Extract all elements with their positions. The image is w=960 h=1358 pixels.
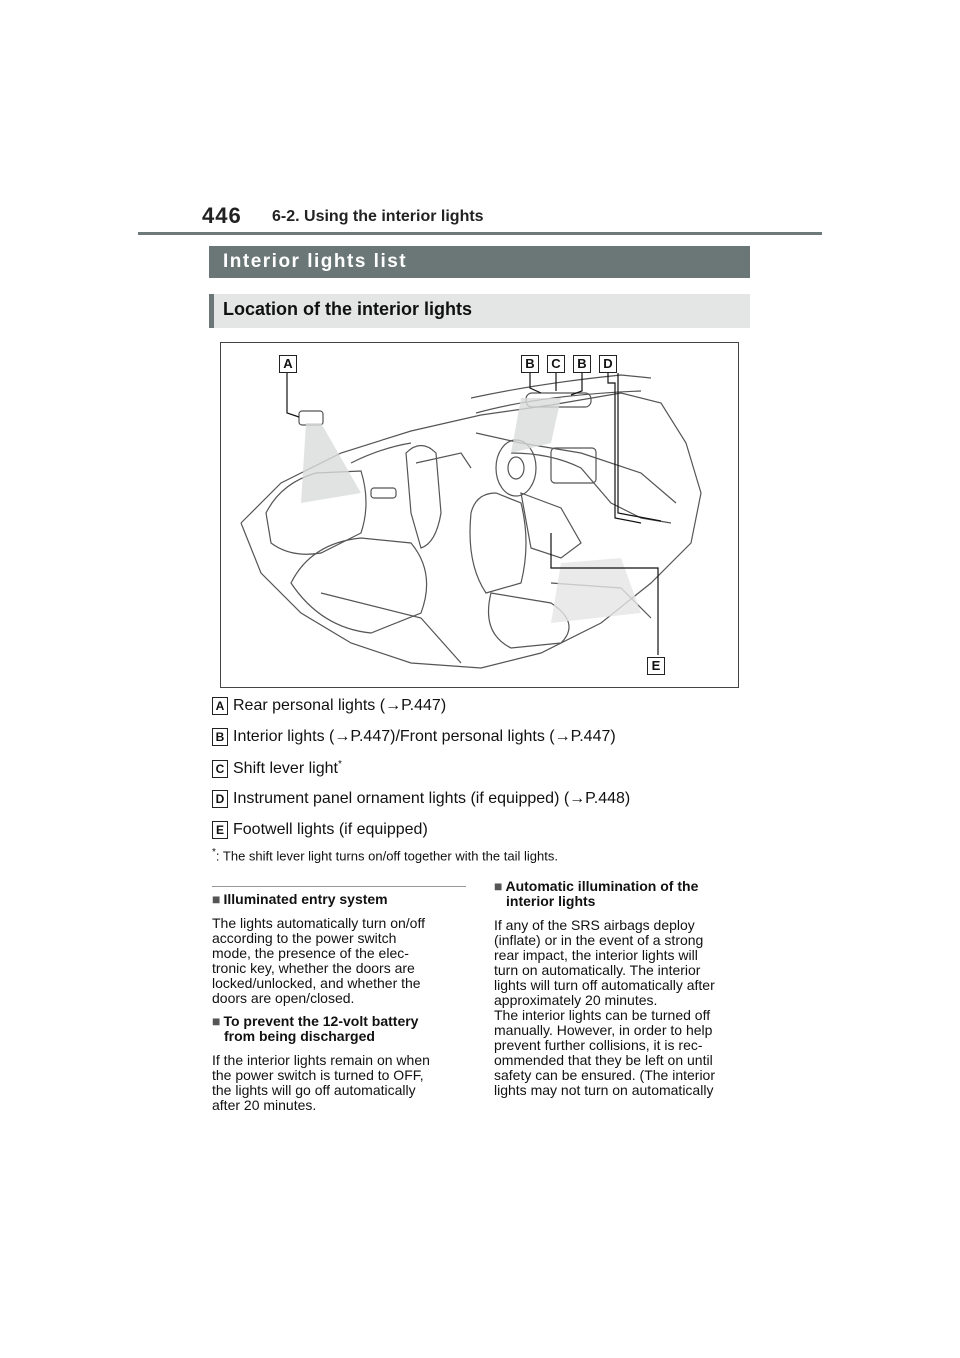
illuminated-entry-title: Illuminated entry system	[223, 891, 388, 907]
right-column	[494, 879, 754, 1098]
callout-c: C	[547, 355, 565, 373]
text-line: The lights automatically turn on/off	[212, 915, 425, 931]
text-line: according to the power switch	[212, 930, 397, 946]
illuminated-entry-text	[212, 916, 472, 1006]
legend-row-d	[212, 790, 630, 812]
text-line: doors are open/closed.	[212, 990, 355, 1006]
text-line: rear impact, the interior lights will	[494, 947, 698, 963]
legend-row-a	[212, 697, 446, 719]
legend-text-d: Instrument panel ornament lights (if equipped) (→P.448)	[233, 790, 631, 807]
callout-b: B	[521, 355, 539, 373]
text-line: mode, the presence of the elec-	[212, 945, 409, 961]
text-line: ommended that they be left on until	[494, 1052, 713, 1068]
auto-illumination-title-line-2: interior lights	[506, 893, 596, 909]
legend-key-c: C	[212, 760, 228, 778]
callout-e: E	[647, 657, 665, 675]
text-line: (inflate) or in the event of a strong	[494, 932, 704, 948]
interior-illustration	[220, 342, 739, 688]
legend-key-d: D	[212, 790, 228, 808]
text-line: manually. However, in order to help	[494, 1022, 713, 1038]
square-bullet-icon: ■	[212, 1013, 221, 1029]
page-number: 446	[202, 203, 242, 228]
battery-title-line-2: from being discharged	[224, 1028, 375, 1044]
illuminated-entry-heading	[212, 892, 472, 907]
square-bullet-icon: ■	[212, 891, 221, 907]
legend-row-e	[212, 821, 428, 843]
title-band	[209, 246, 750, 278]
legend-text-b: Interior lights (→P.447)/Front personal lights (→P.447)	[233, 728, 616, 745]
legend-text-e: Footwell lights (if equipped)	[233, 821, 428, 838]
battery-title-line-1: To prevent the 12-volt battery	[223, 1013, 419, 1029]
column-rule	[212, 886, 466, 887]
auto-illumination-text	[494, 918, 754, 1098]
auto-illumination-title-line-1: Automatic illumination of the	[505, 878, 699, 894]
callout-d: D	[599, 355, 617, 373]
section-heading: 6-2. Using the interior lights	[272, 208, 484, 225]
legend-key-b: B	[212, 728, 228, 746]
text-line: after 20 minutes.	[212, 1097, 317, 1113]
page-title: Interior lights list	[223, 251, 408, 272]
text-line: locked/unlocked, and whether the	[212, 975, 421, 991]
text-line: lights will turn off automatically after	[494, 977, 715, 993]
square-bullet-icon: ■	[494, 878, 503, 894]
callout-b-2: B	[573, 355, 591, 373]
car-interior-drawing	[221, 343, 738, 687]
text-line: If the interior lights remain on when	[212, 1052, 430, 1068]
legend-text-a: Rear personal lights (→P.447)	[233, 697, 447, 714]
text-line: the lights will go off automatically	[212, 1082, 416, 1098]
text-line: approximately 20 minutes.	[494, 992, 658, 1008]
text-line: safety can be ensured. (The interior	[494, 1067, 716, 1083]
battery-heading	[212, 1014, 472, 1044]
left-column	[212, 892, 472, 1113]
legend-row-b	[212, 728, 616, 750]
text-line: The interior lights can be turned off	[494, 1007, 711, 1023]
legend-text-c: Shift lever light	[233, 760, 338, 778]
legend-footnote-mark: *	[337, 759, 342, 770]
footnote-text: : The shift lever light turns on/off together with the tail lights.	[215, 848, 558, 864]
battery-text	[212, 1053, 472, 1113]
legend-key-e: E	[212, 821, 228, 839]
text-line: turn on automatically. The interior	[494, 962, 701, 978]
footnote	[212, 847, 558, 863]
legend-row-c	[212, 759, 342, 781]
callout-a: A	[279, 355, 297, 373]
legend-key-a: A	[212, 697, 228, 715]
text-line: lights may not turn on automatically	[494, 1082, 714, 1098]
header-rule	[138, 232, 822, 235]
page-subtitle: Location of the interior lights	[223, 299, 472, 319]
text-line: prevent further collisions, it is rec-	[494, 1037, 703, 1053]
subtitle-band	[209, 294, 750, 328]
footnote-mark: *	[212, 847, 216, 858]
text-line: If any of the SRS airbags deploy	[494, 917, 695, 933]
text-line: tronic key, whether the doors are	[212, 960, 415, 976]
auto-illumination-heading	[494, 879, 754, 909]
text-line: the power switch is turned to OFF,	[212, 1067, 424, 1083]
